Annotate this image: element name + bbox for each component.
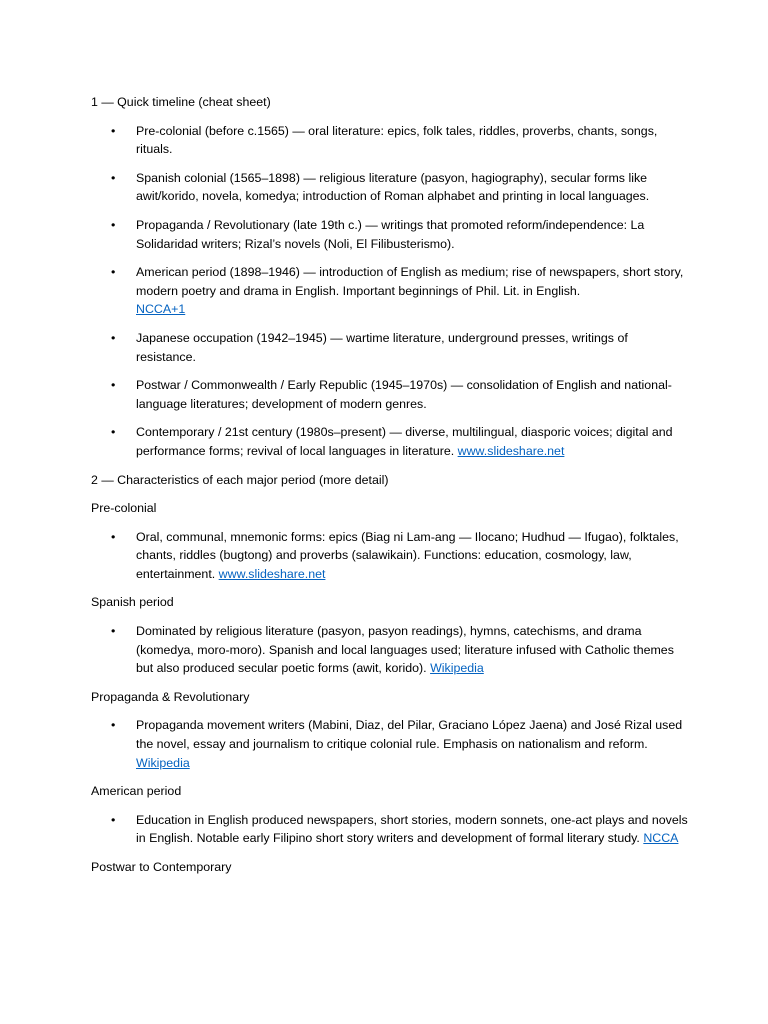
bullet-icon: • bbox=[111, 718, 116, 733]
source-link-slideshare[interactable]: www.slideshare.net bbox=[457, 443, 565, 458]
period-item bbox=[91, 811, 691, 848]
timeline-item-text: Propaganda / Revolutionary (late 19th c.) — writings that promoted reform/independence: La Solidaridad writers; Rizal’s novels (Noli, El Filibusterismo). bbox=[136, 217, 645, 251]
source-link-wikipedia[interactable]: Wikipedia bbox=[136, 755, 190, 770]
bullet-icon: • bbox=[111, 812, 116, 827]
timeline-item bbox=[91, 423, 691, 460]
bullet-icon: • bbox=[111, 330, 116, 345]
period-title: Spanish period bbox=[91, 595, 174, 610]
period-item-text: Dominated by religious literature (pasyon, pasyon readings), hymns, catechisms, and drama (komedya, moro-moro). Spanish and local languages used; literature infused with Catholic themes but also produced secular poetic forms (awit, korido). bbox=[136, 624, 674, 676]
timeline-item-text: Pre-colonial (before c.1565) — oral literature: epics, folk tales, riddles, proverbs, chants, songs, rituals. bbox=[136, 123, 658, 157]
period-list bbox=[91, 811, 691, 848]
timeline-item bbox=[91, 263, 691, 319]
period-item bbox=[91, 716, 691, 772]
document-content bbox=[91, 93, 691, 887]
bullet-icon: • bbox=[111, 425, 116, 440]
section-heading-timeline: 1 — Quick timeline (cheat sheet) bbox=[91, 95, 271, 109]
source-link-ncca[interactable]: NCCA+1 bbox=[136, 302, 186, 317]
bullet-icon: • bbox=[111, 123, 116, 138]
section-heading-characteristics: 2 — Characteristics of each major period (more detail) bbox=[91, 472, 389, 487]
source-link-slideshare[interactable]: www.slideshare.net bbox=[218, 566, 326, 581]
period-title: American period bbox=[91, 784, 182, 799]
period-item bbox=[91, 528, 691, 584]
timeline-item-text: American period (1898–1946) — introduction of English as medium; rise of newspapers, short story, modern poetry and drama in English. Important beginnings of Phil. Lit. in English. bbox=[136, 265, 684, 298]
bullet-icon: • bbox=[111, 529, 116, 544]
timeline-item bbox=[91, 216, 691, 253]
bullet-icon: • bbox=[111, 624, 116, 639]
period-item-text: Propaganda movement writers (Mabini, Diaz, del Pilar, Graciano López Jaena) and José Rizal used the novel, essay and journalism to critique colonial rule. Emphasis on nationalism and reform. bbox=[136, 718, 683, 752]
bullet-icon: • bbox=[111, 217, 116, 232]
timeline-list bbox=[91, 122, 691, 461]
timeline-item-text: Contemporary / 21st century (1980s–present) — diverse, multilingual, diasporic voices; digital and performance forms; revival of local languages in literature. bbox=[136, 425, 673, 458]
bullet-icon: • bbox=[111, 265, 116, 280]
period-list bbox=[91, 716, 691, 772]
source-link-ncca[interactable]: NCCA bbox=[643, 831, 679, 846]
timeline-item-text: Spanish colonial (1565–1898) — religious literature (pasyon, hagiography), secular forms like awit/korido, novela, komedya; introduction of Roman alphabet and printing in local languages. bbox=[136, 170, 650, 204]
source-link-wikipedia[interactable]: Wikipedia bbox=[430, 661, 484, 676]
timeline-item bbox=[91, 169, 691, 206]
timeline-item bbox=[91, 329, 691, 366]
period-title: Postwar to Contemporary bbox=[91, 860, 232, 874]
period-list bbox=[91, 528, 691, 584]
timeline-item bbox=[91, 122, 691, 159]
period-title: Pre-colonial bbox=[91, 501, 157, 516]
bullet-icon: • bbox=[111, 378, 116, 393]
timeline-item-text: Postwar / Commonwealth / Early Republic (1945–1970s) — consolidation of English and national-language literatures; development of modern genres. bbox=[136, 378, 672, 411]
timeline-item-text: Japanese occupation (1942–1945) — wartime literature, underground presses, writings of resistance. bbox=[136, 330, 628, 364]
period-title: Propaganda & Revolutionary bbox=[91, 689, 250, 704]
period-item bbox=[91, 622, 691, 678]
period-item-text: Education in English produced newspapers, short stories, modern sonnets, one-act plays and novels in English. Notable early Filipino short story writers and development of formal literary study. bbox=[136, 812, 688, 846]
bullet-icon: • bbox=[111, 170, 116, 185]
period-list bbox=[91, 622, 691, 678]
period-item-text: Oral, communal, mnemonic forms: epics (Biag ni Lam-ang — Ilocano; Hudhud — Ifugao), folktales, chants, riddles (bugtong) and proverbs (salawikain). Functions: education, cosmology, law, entertainment. bbox=[136, 529, 679, 581]
timeline-item bbox=[91, 376, 691, 413]
